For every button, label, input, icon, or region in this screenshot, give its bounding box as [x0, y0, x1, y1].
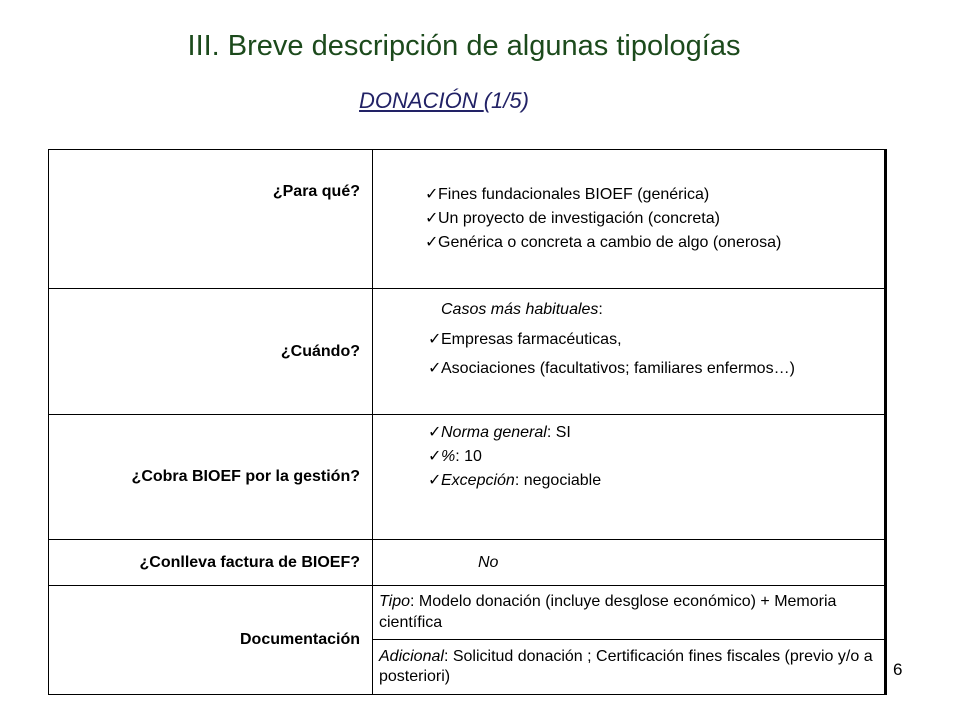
- check-icon: ✓: [428, 472, 442, 489]
- question-factura: ¿Conlleva factura de BIOEF?: [49, 540, 373, 586]
- question-para-que: ¿Para qué?: [49, 150, 373, 289]
- subtitle-count: (1/5): [483, 88, 529, 113]
- table-row: [49, 289, 886, 415]
- check-icon: ✓: [428, 360, 442, 378]
- table-row: [49, 540, 886, 586]
- list-item: ✓Genérica o concreta a cambio de algo (onerosa): [425, 231, 884, 255]
- check-icon: ✓: [425, 234, 439, 251]
- list-item: ✓Empresas farmacéuticas,: [428, 325, 884, 355]
- question-documentacion: Documentación: [49, 586, 373, 695]
- donation-table: [48, 149, 887, 695]
- check-icon: ✓: [425, 210, 439, 227]
- table-row: [49, 415, 886, 540]
- doc-adicional: Adicional: Solicitud donación ; Certificación fines fiscales (previo y/o a posteriori): [373, 640, 886, 695]
- doc-tipo: Tipo: Modelo donación (incluye desglose económico) + Memoria científica: [373, 586, 886, 640]
- check-icon: ✓: [425, 186, 439, 203]
- list-item: ✓%: 10: [428, 445, 884, 469]
- subtitle-link[interactable]: DONACIÓN: [359, 88, 484, 113]
- check-icon: ✓: [428, 330, 442, 348]
- page-number: 6: [893, 660, 903, 679]
- check-icon: ✓: [428, 424, 442, 441]
- check-icon: ✓: [428, 448, 442, 465]
- list-item: ✓Un proyecto de investigación (concreta): [425, 207, 884, 231]
- slide-title: III. Breve descripción de algunas tipologías: [187, 30, 741, 62]
- answer-para-que: [373, 150, 886, 289]
- answer-cuando: [373, 289, 886, 415]
- list-item: ✓Excepción: negociable: [428, 469, 884, 493]
- list-item: ✓Asociaciones (facultativos; familiares enfermos…): [428, 354, 884, 384]
- answer-factura: No: [373, 540, 886, 586]
- list-item: ✓Fines fundacionales BIOEF (genérica): [425, 183, 884, 207]
- question-cobra: ¿Cobra BIOEF por la gestión?: [49, 415, 373, 540]
- table-row: [49, 150, 886, 289]
- question-cuando: ¿Cuándo?: [49, 289, 373, 415]
- cases-intro: Casos más habituales:: [441, 301, 603, 318]
- slide-subtitle: [0, 88, 888, 114]
- table-row: [49, 586, 886, 640]
- answer-cobra: [373, 415, 886, 540]
- list-item: ✓Norma general: SI: [428, 421, 884, 445]
